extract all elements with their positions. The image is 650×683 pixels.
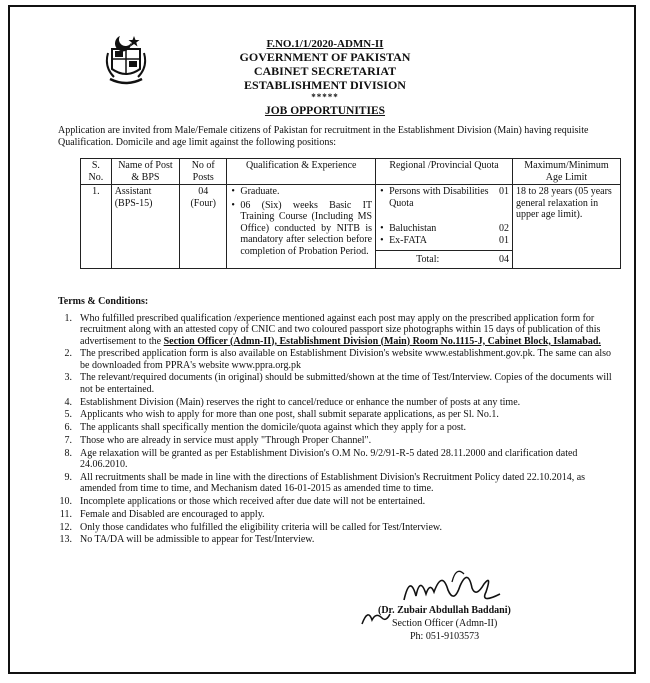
- cell-posts: [180, 185, 227, 269]
- posts-words: (Four): [190, 197, 217, 209]
- list-item: 6. The applicants shall specifically mention the domicile/quota against which they apply for a post.: [64, 422, 467, 434]
- terms-heading: Terms & Conditions:: [58, 296, 149, 307]
- term-text: Those who are already in service must apply "Through Proper Channel".: [80, 434, 372, 446]
- quota-label: • Ex-FATA: [389, 234, 427, 246]
- term-text: The relevant/required documents (in original) should be submitted/shown at the time of Test/Interview. Copies of the documents will not be entertained.: [80, 372, 612, 395]
- list-item: 10. Incomplete applications or those which received after due date will not be entertained.: [59, 495, 426, 507]
- list-item: 5. Applicants who wish to apply for more than one post, shall submit separate applications, as per Sl. No.1.: [64, 409, 499, 421]
- stars-divider: *****: [311, 92, 339, 102]
- total-label: Total:: [416, 254, 440, 265]
- secretariat-title: CABINET SECRETARIAT: [253, 64, 397, 78]
- header-qualification: Qualification & Experience: [227, 159, 376, 185]
- list-item: 2. The prescribed application form is also available on Establishment Division's website www.establishment.gov.pk. The same can also be downloaded from PPRA's website www.ppra.org.pk: [64, 348, 612, 371]
- page-title: JOB OPPORTUNITIES: [264, 105, 386, 117]
- table-header-row: [81, 159, 621, 185]
- qualification-item: • 06 (Six) weeks Basic IT Training Course (Including MS Office) conducted by NITB is mandatory after selection before completion of Probation Period.: [230, 200, 372, 258]
- list-item: 7. Those who are already in service must apply "Through Proper Channel".: [64, 434, 372, 446]
- intro-paragraph: Application are invited from Male/Female citizens of Pakistan for recruitment in the Establishment Division (Main) having requisite Qualification. Domicile and age limit against the following positions:: [58, 125, 589, 148]
- signatory-phone: Ph: 051-9103573: [410, 631, 480, 642]
- cell-age-limit: 18 to 28 years (05 years general relaxation in upper age limit).: [513, 185, 621, 269]
- quota-count: 01: [499, 186, 509, 197]
- qualification-item: • Graduate.: [230, 186, 372, 198]
- signatory-designation: Section Officer (Admn-II): [392, 618, 498, 629]
- signatory-name: (Dr. Zubair Abdullah Baddani): [378, 605, 511, 616]
- term-text: Incomplete applications or those which received after due date will not be entertained.: [80, 495, 426, 507]
- term-text: Who fulfilled prescribed qualification /experience mentioned against each post may apply on the prescribed application form for recruitment along with an attested copy of CNIC and two coloured passport size photographs within 15 days of publication of this advertisement to the: [80, 313, 601, 347]
- term-text: Applicants who wish to apply for more than one post, shall submit separate applications, as per Sl. No.1.: [80, 409, 499, 421]
- division-title: ESTABLISHMENT DIVISION: [244, 78, 406, 92]
- quota-item: [379, 186, 509, 209]
- quota-count: 01: [499, 234, 509, 246]
- quota-item: [379, 223, 509, 235]
- term-text: Female and Disabled are encouraged to apply.: [80, 508, 265, 520]
- quota-item: [379, 235, 509, 247]
- list-item: 3. The relevant/required documents (in original) should be submitted/shown at the time of Test/Interview. Copies of the documents will not be entertained.: [64, 372, 612, 395]
- file-number: F.NO.1/1/2020-ADMN-II: [266, 38, 384, 50]
- list-item: 9. All recruitments shall be made in line with the directions of Establishment Division's Recruitment Policy dated 22.10.2014, as amended from time to time, and Mechanism dated 16-01-2015 as amended time to time.: [64, 471, 586, 495]
- header-quota: Regional /Provincial Quota: [376, 159, 513, 185]
- list-item: 1. Who fulfilled prescribed qualification /experience mentioned against each post may apply on the prescribed application form for recruitment along with an attested copy of CNIC and two coloured passport size photographs within 15 days of publication of this advertisement to the Section Officer (Admn-II), Establishment Division (Main) Room No.1115-J, Cabinet Block, Islamabad.: [64, 313, 601, 347]
- header-sno: S. No.: [81, 159, 112, 185]
- cell-quota: [376, 185, 513, 269]
- table-row: [81, 185, 621, 269]
- quota-label: • Persons with Disabilities Quota: [389, 186, 489, 209]
- quota-label: • Baluchistan: [389, 223, 437, 234]
- term-text: All recruitments shall be made in line with the directions of Establishment Division's Recruitment Policy dated 22.10.2014, as amended from time to time, and Mechanism dated 16-01-2015 as amended time to time.: [80, 471, 586, 495]
- list-item: 13. No TA/DA will be admissible to appear for Test/Interview.: [59, 534, 315, 546]
- header-posts-count: No of Posts: [180, 159, 227, 185]
- list-item: 11. Female and Disabled are encouraged to apply.: [59, 508, 265, 520]
- term-text: The applicants shall specifically mention the domicile/quota against which they apply for a post.: [80, 422, 467, 434]
- govt-title: GOVERNMENT OF PAKISTAN: [239, 50, 411, 64]
- quota-total: [376, 250, 512, 266]
- header-age-limit: Maximum/Minimum Age Limit: [513, 159, 621, 185]
- list-item: 12. Only those candidates who fulfilled the eligibility criteria will be called for Test/Interview.: [59, 521, 442, 533]
- posts-number: 04: [198, 186, 209, 197]
- cell-sno: 1.: [81, 185, 112, 269]
- list-item: 8. Age relaxation will be granted as per Establishment Division's O.M No. 9/2/91-R-5 dated 28.11.2000 and clarification dated 24.06.2010.: [64, 447, 578, 471]
- terms-list: [58, 313, 618, 547]
- header-post-name: Name of Post & BPS: [111, 159, 179, 185]
- total-value: 04: [499, 254, 509, 265]
- cell-qualification: [227, 185, 376, 269]
- term-text: No TA/DA will be admissible to appear for Test/Interview.: [80, 534, 315, 546]
- list-item: 4. Establishment Division (Main) reserves the right to cancel/reduce or enhance the number of posts at any time.: [64, 396, 521, 408]
- job-table: [80, 158, 621, 269]
- term-text: Age relaxation will be granted as per Establishment Division's O.M No. 9/2/91-R-5 dated 28.11.2000 and clarification dated 24.06.2010.: [80, 447, 578, 471]
- quota-count: 02: [499, 223, 509, 234]
- cell-post-name: Assistant (BPS-15): [111, 185, 179, 269]
- term-text: The prescribed application form is also available on Establishment Division's website www.establishment.gov.pk. The same can also be downloaded from PPRA's website www.ppra.org.pk: [80, 348, 612, 371]
- term-text: Only those candidates who fulfilled the eligibility criteria will be called for Test/Interview.: [80, 521, 442, 533]
- term-text: Establishment Division (Main) reserves the right to cancel/reduce or enhance the number of posts at any time.: [80, 396, 521, 408]
- office-address: Section Officer (Admn-II), Establishment Division (Main) Room No.1115-J, Cabinet Block, Islamabad.: [163, 335, 601, 347]
